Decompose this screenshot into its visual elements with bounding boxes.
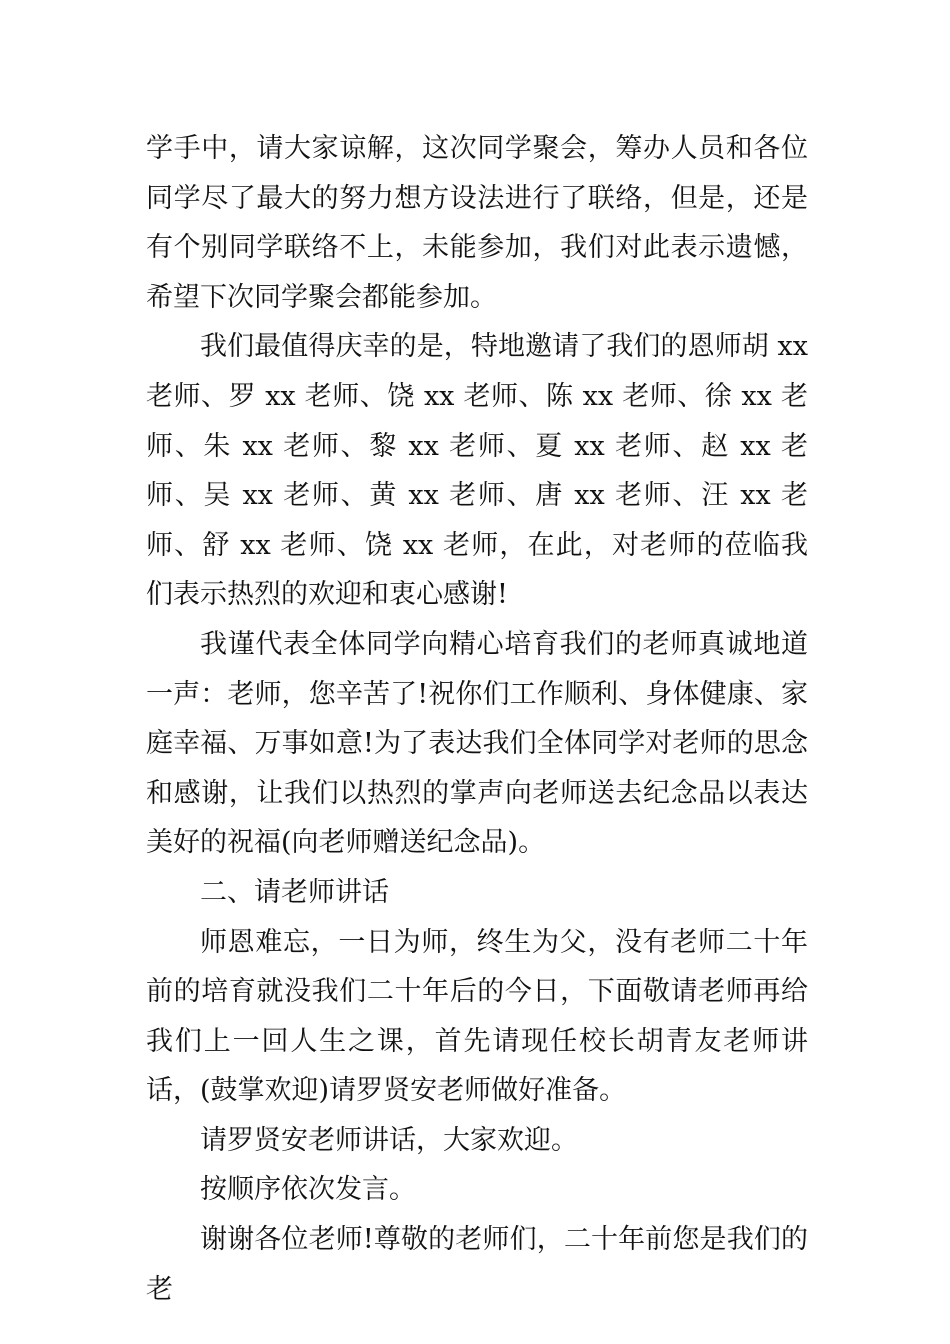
paragraph-welcome: 请罗贤安老师讲话，大家欢迎。 xyxy=(200,1124,578,1156)
paragraph-teacher-speech-intro: 师恩难忘，一日为师，终生为父，没有老师二十年前的培育就没我们二十年后的今日，下面敬请老师再给我们上一回人生之课，首先请现任校长胡青友老师讲话，(鼓掌欢迎)请罗贤安老师做好准备。 xyxy=(146,926,808,1107)
section-heading-teacher-speech: 二、请老师讲话 xyxy=(200,876,389,908)
paragraph-closing-thanks: 谢谢各位老师!尊敬的老师们，二十年前您是我们的老 xyxy=(146,1224,808,1305)
body-text xyxy=(146,124,808,1314)
paragraph-order: 按顺序依次发言。 xyxy=(200,1174,416,1206)
paragraph-continuation: 学手中，请大家谅解，这次同学聚会，筹办人员和各位同学尽了最大的努力想方设法进行了联络，但是，还是有个别同学联络不上，未能参加，我们对此表示遗憾，希望下次同学聚会都能参加。 xyxy=(146,133,808,313)
paragraph-teachers-invited: 我们最值得庆幸的是，特地邀请了我们的恩师胡 xx 老师、罗 xx 老师、饶 xx 老师、陈 xx 老师、徐 xx 老师、朱 xx 老师、黎 xx 老师、夏 xx 老师、赵 xx 老师、吴 xx 老师、黄 xx 老师、唐 xx 老师、汪 xx 老师、舒 xx 老师、饶 xx 老师，在此，对老师的莅临我们表示热烈的欢迎和衷心感谢! xyxy=(146,331,808,611)
paragraph-thanks-gifts: 我谨代表全体同学向精心培育我们的老师真诚地道一声：老师，您辛苦了!祝你们工作顺利、身体健康、家庭幸福、万事如意!为了表达我们全体同学对老师的思念和感谢，让我们以热烈的掌声向老师送去纪念品以表达美好的祝福(向老师赠送纪念品)。 xyxy=(146,628,808,859)
